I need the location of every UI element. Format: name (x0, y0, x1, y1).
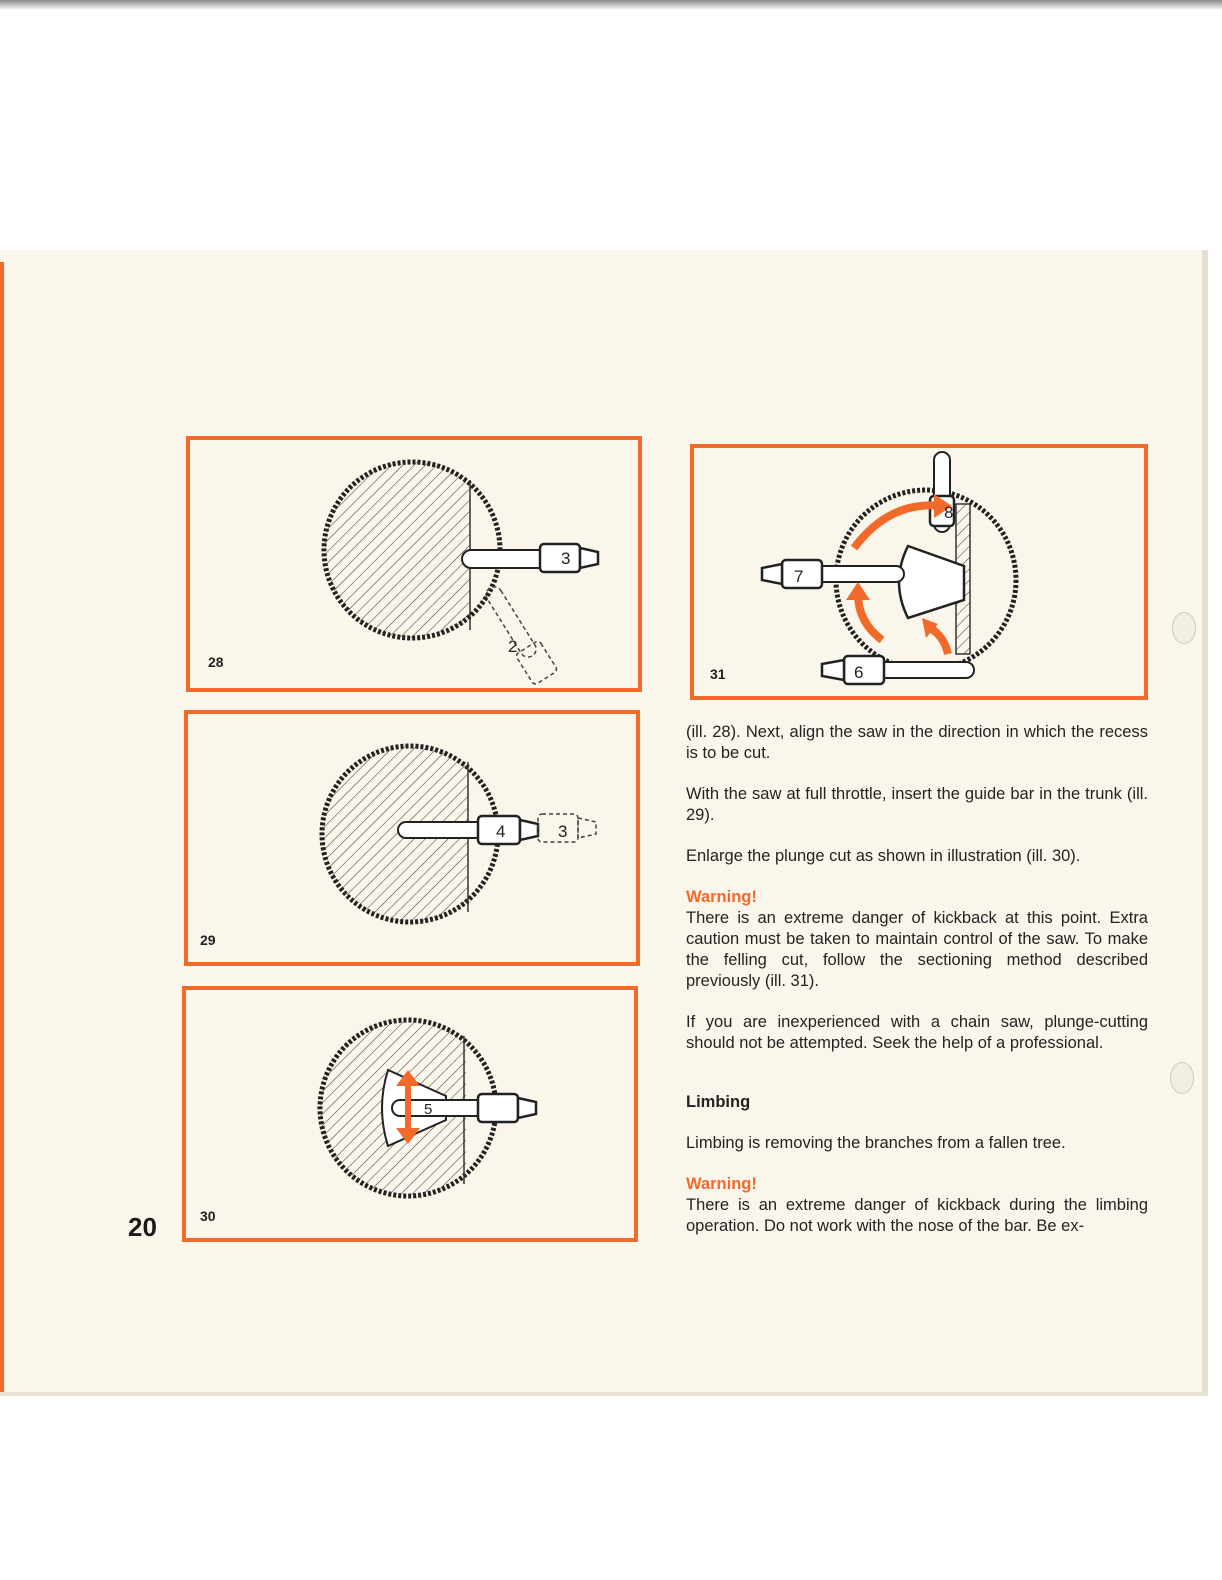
figure-30-illustration (186, 990, 638, 1242)
warning-text: There is an extreme danger of kickback at this point. Extra caution must be taken to maintain control of the saw. To make the felling cut, follow the sectioning method described previously (ill. 31). (686, 909, 1148, 990)
figure-number: 29 (200, 932, 216, 948)
figure-number: 31 (710, 666, 726, 682)
paragraph: Limbing is removing the branches from a fallen tree. (686, 1134, 1066, 1152)
figure-31 (690, 444, 1148, 700)
scan-top-shadow (0, 0, 1222, 10)
figure-number: 28 (208, 654, 224, 670)
label-8: 8 (944, 503, 954, 522)
label-3: 3 (558, 822, 568, 841)
paragraph: With the saw at full throttle, insert the guide bar in the trunk (ill. 29). (686, 785, 1148, 824)
figure-28 (186, 436, 642, 692)
label-3: 3 (561, 549, 571, 568)
chainsaw-body (540, 544, 580, 572)
chainsaw-body (478, 1094, 518, 1122)
figure-31-illustration (694, 448, 1148, 700)
warning-text: There is an extreme danger of kickback during the limbing operation. Do not work with the nose of the bar. Be ex- (686, 1196, 1148, 1235)
label-7: 7 (794, 567, 804, 586)
figure-29-illustration (188, 714, 640, 966)
figure-30 (182, 986, 638, 1242)
body-text-column (686, 722, 1148, 1237)
section-heading: Limbing (686, 1093, 751, 1111)
label-6: 6 (854, 663, 864, 682)
label-2: 2 (508, 637, 518, 656)
warning-title: Warning! (686, 1175, 757, 1193)
figure-29 (184, 710, 640, 966)
paragraph: (ill. 28). Next, align the saw in the direction in which the recess is to be cut. (686, 723, 1148, 762)
page-edge-accent (0, 262, 4, 1392)
label-5: 5 (424, 1101, 433, 1118)
chainsaw-dashed (478, 581, 558, 686)
guide-bar (462, 550, 552, 568)
paragraph: Enlarge the plunge cut as shown in illustration (ill. 30). (686, 847, 1081, 865)
warning-title: Warning! (686, 888, 757, 906)
label-4: 4 (496, 822, 506, 841)
page-number: 20 (128, 1212, 157, 1242)
guide-bar (398, 822, 488, 838)
figure-number: 30 (200, 1208, 216, 1224)
hatched-area (310, 460, 470, 660)
figure-28-illustration (190, 440, 642, 692)
paragraph: If you are inexperienced with a chain saw, plunge-cutting should not be attempted. Seek the help of a professional. (686, 1013, 1148, 1052)
binder-hole-bottom (1170, 1062, 1194, 1094)
binder-hole-top (1172, 612, 1196, 644)
hatched-area (308, 744, 468, 944)
